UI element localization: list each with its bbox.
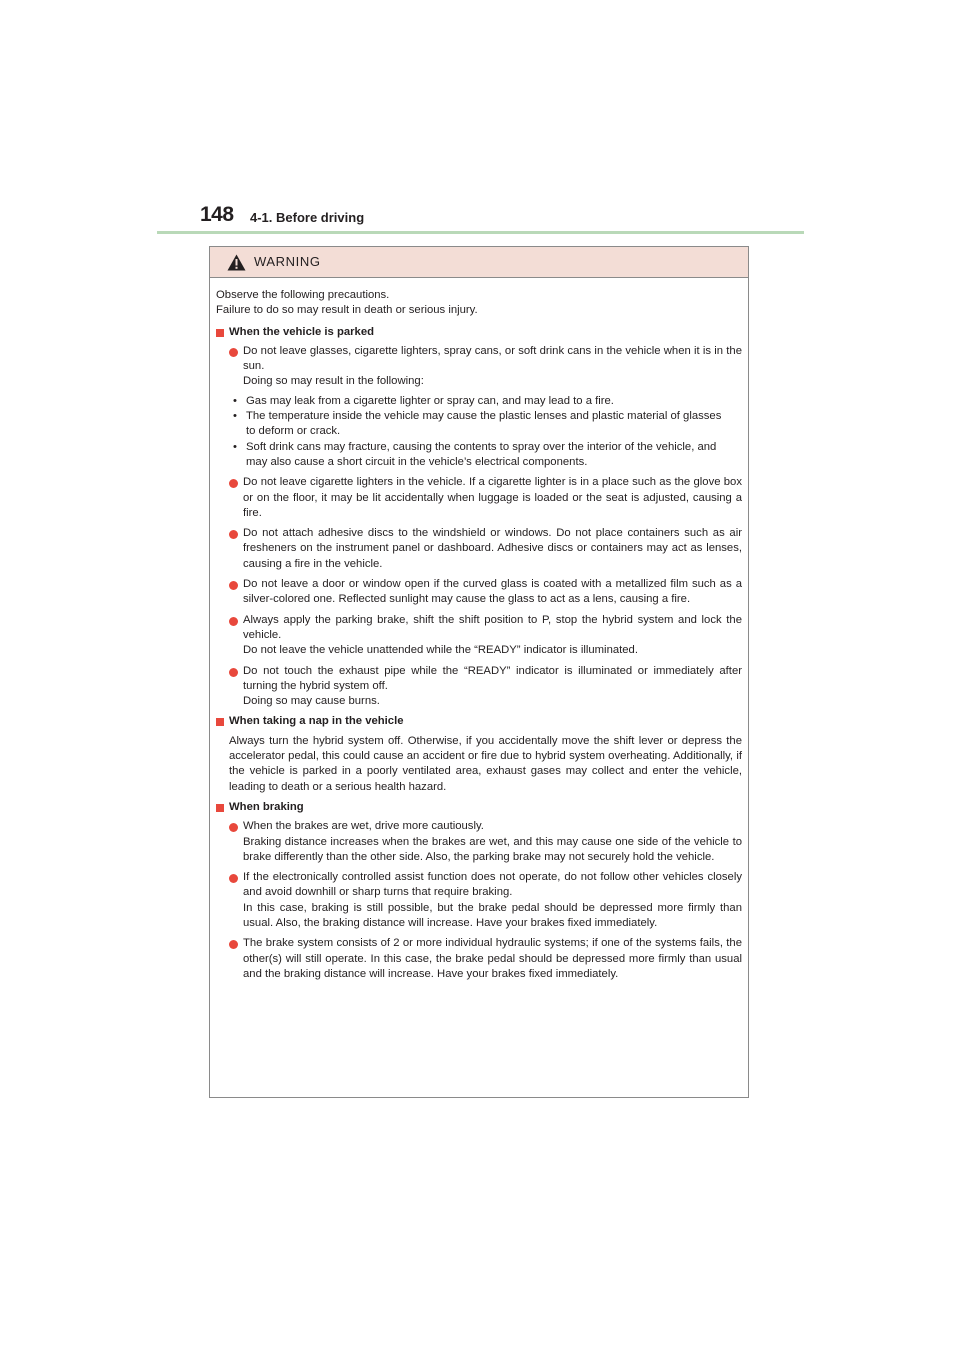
list-item — [216, 870, 742, 931]
sub-list-item: • The temperature inside the vehicle may cause the plastic lenses and plastic material of glasses to deform or crack. — [233, 410, 722, 438]
list-item — [216, 936, 742, 982]
sub-list-item: • Soft drink cans may fracture, causing the contents to spray over the interior of the vehicle, and may also cause a short circuit in the vehicle’s electrical components. — [233, 440, 717, 468]
circle-bullet-icon — [229, 479, 238, 488]
bullet-text: Do not attach adhesive discs to the windshield or windows. Do not place containers such as air fresheners on the instrument panel or dashboard. Adhesive discs or containers may act as lenses, causing a fire in the vehicle. — [243, 527, 742, 570]
warning-body — [210, 278, 748, 982]
intro-line: Observe the following precautions. — [216, 289, 390, 301]
bullet-text: Braking distance increases when the brakes are wet, and this may cause one side of the vehicle to brake differently than the other side. Also, the parking brake may not securely hold the vehicle. — [243, 835, 742, 863]
subheading-text: When the vehicle is parked — [229, 325, 375, 338]
circle-bullet-icon — [229, 823, 238, 832]
subheading-text: When taking a nap in the vehicle — [229, 715, 404, 728]
list-item — [216, 819, 742, 865]
subheading-parked — [216, 325, 742, 340]
circle-bullet-icon — [229, 581, 238, 590]
list-item — [216, 577, 742, 608]
bullet-text: Do not leave a door or window open if the curved glass is coated with a metallized film such as a silver-colored one. Reflected sunlight may cause the glass to act as a lens, causing a fire. — [243, 578, 742, 606]
page-header — [157, 200, 804, 236]
sub-bullet-text: Soft drink cans may fracture, causing the contents to spray over the interior of the vehicle, and may also cause a short circuit in the vehicle’s electrical components. — [246, 440, 717, 468]
sub-bullet-text: The temperature inside the vehicle may cause the plastic lenses and plastic material of glasses to deform or crack. — [246, 410, 722, 438]
subheading-braking — [216, 800, 742, 815]
circle-bullet-icon — [229, 940, 238, 949]
bullet-text: In this case, braking is still possible, but the brake pedal should be depressed more firmly than usual. Also, the braking distance will increase. Have your brakes fixed immediately. — [243, 901, 742, 929]
header-rule — [157, 231, 804, 234]
list-item — [216, 344, 742, 470]
warning-header — [210, 247, 748, 278]
subheading-text: When braking — [229, 800, 304, 813]
bullet-text: Do not leave cigarette lighters in the vehicle. If a cigarette lighter is in a place such as the glove box or on the floor, it may be lit accidentally when luggage is loaded or the seat is adjusted, causing a fire. — [243, 476, 742, 519]
list-item — [216, 664, 742, 710]
section-title: 4-1. Before driving — [250, 210, 365, 225]
subheading-nap — [216, 714, 742, 729]
paragraph — [216, 734, 742, 795]
list-item — [216, 526, 742, 572]
bullet-text: Do not leave glasses, cigarette lighters, spray cans, or soft drink cans in the vehicle when it is in the sun. — [243, 344, 742, 373]
circle-bullet-icon — [229, 668, 238, 677]
circle-bullet-icon — [229, 617, 238, 626]
square-bullet-icon — [216, 804, 224, 812]
circle-bullet-icon — [229, 874, 238, 883]
bullet-text: When the brakes are wet, drive more cautiously. — [243, 820, 484, 833]
list-item — [216, 475, 742, 521]
square-bullet-icon — [216, 718, 224, 726]
warning-title: WARNING — [254, 254, 321, 269]
bullet-text: Always apply the parking brake, shift the shift position to P, stop the hybrid system and lock the vehicle. — [243, 613, 742, 641]
warning-intro — [216, 288, 742, 319]
list-item — [216, 613, 742, 659]
bullet-text: Do not leave the vehicle unattended while the “READY” indicator is illuminated. — [243, 644, 638, 657]
sub-bullet-text: Gas may leak from a cigarette lighter or spray can, and may lead to a fire. — [246, 394, 614, 407]
warning-box — [209, 246, 749, 1098]
intro-line: Failure to do so may result in death or serious injury. — [216, 304, 478, 317]
circle-bullet-icon — [229, 348, 238, 357]
paragraph-text: Always turn the hybrid system off. Otherwise, if you accidentally move the shift lever or depress the accelerator pedal, this could cause an accident or fire due to hybrid system overheating. Additionally, if the vehicle is parked in a poorly ventilated area, exhaust gases may collect and enter the vehicle, leading to death or a serious health hazard. — [229, 734, 742, 793]
bullet-text: Doing so may cause burns. — [243, 695, 380, 708]
page-number: 148 — [200, 203, 234, 226]
bullet-text: Doing so may result in the following: — [243, 375, 424, 388]
circle-bullet-icon — [229, 530, 238, 539]
bullet-text: The brake system consists of 2 or more individual hydraulic systems; if one of the systems fails, the other(s) will still operate. In this case, the brake pedal should be depressed more firmly than usual and the braking distance will increase. Have your brakes fixed immediately. — [243, 937, 742, 980]
sub-list-item: • Gas may leak from a cigarette lighter or spray can, and may lead to a fire. — [233, 394, 614, 407]
square-bullet-icon — [216, 329, 224, 337]
bullet-text: If the electronically controlled assist function does not operate, do not follow other vehicles closely and avoid downhill or sharp turns that require braking. — [243, 871, 742, 899]
warning-triangle-icon — [227, 254, 246, 271]
bullet-text: Do not touch the exhaust pipe while the “READY” indicator is illuminated or immediately after turning the hybrid system off. — [243, 664, 742, 692]
